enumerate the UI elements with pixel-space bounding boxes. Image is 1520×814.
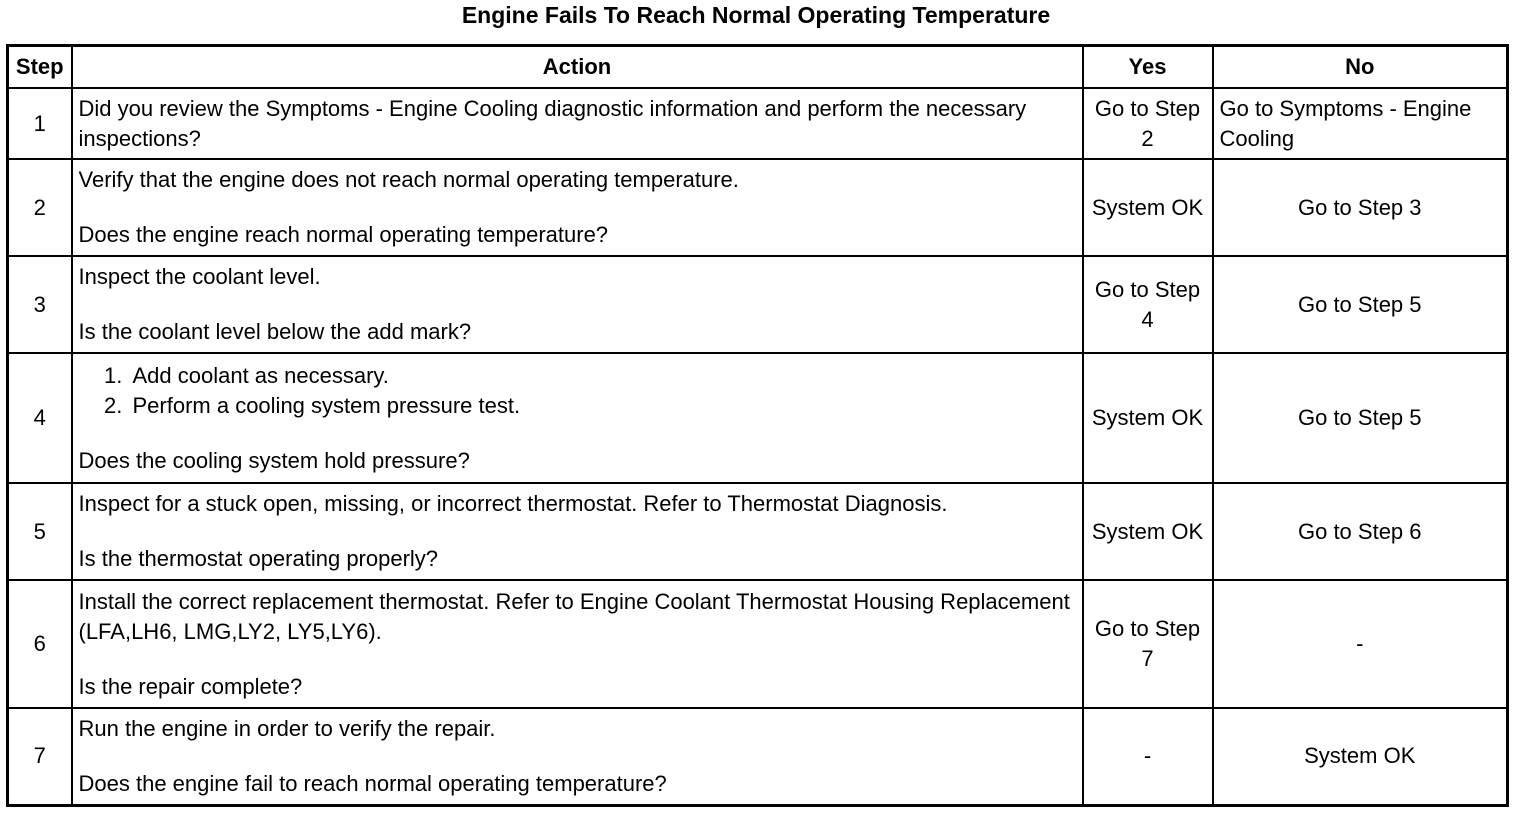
action-instruction: Inspect the coolant level. <box>78 264 321 289</box>
action-cell <box>72 88 1083 159</box>
table-row <box>8 483 1508 580</box>
step-number: 4 <box>8 353 72 483</box>
action-instruction: Install the correct replacement thermostat. Refer to Engine Coolant Thermostat Housing Replacement (LFA,LH6, LMG,LY2, LY5,LY6). <box>78 588 1070 644</box>
page-title: Engine Fails To Reach Normal Operating Temperature <box>461 2 1051 28</box>
action-question: Does the engine fail to reach normal operating temperature? <box>78 770 667 796</box>
action-question: Does the cooling system hold pressure? <box>78 447 470 473</box>
header-yes: Yes <box>1083 46 1213 89</box>
no-cell: Go to Step 6 <box>1213 483 1508 580</box>
diagnostic-table <box>6 44 1509 807</box>
yes-cell: System OK <box>1083 353 1213 483</box>
action-instruction: Verify that the engine does not reach normal operating temperature. <box>78 167 739 192</box>
step-number: 1 <box>8 88 72 159</box>
action-instruction: Run the engine in order to verify the repair. <box>78 715 496 741</box>
table-row <box>8 256 1508 353</box>
list-item: 1. Add coolant as necessary. <box>129 361 1076 391</box>
table-row <box>8 353 1508 483</box>
yes-cell: - <box>1083 708 1213 805</box>
table-row <box>8 708 1508 805</box>
no-cell: System OK <box>1213 708 1508 805</box>
action-cell <box>72 353 1083 483</box>
action-list <box>79 361 1076 421</box>
table-row <box>8 159 1508 256</box>
header-step: Step <box>8 46 72 89</box>
header-no: No <box>1213 46 1508 89</box>
step-number: 2 <box>8 159 72 256</box>
action-question: Is the thermostat operating properly? <box>78 546 439 571</box>
yes-cell: System OK <box>1083 159 1213 256</box>
action-question: Is the repair complete? <box>78 673 303 699</box>
action-instruction: Inspect for a stuck open, missing, or incorrect thermostat. Refer to Thermostat Diagnosis. <box>78 491 948 516</box>
step-number: 5 <box>8 483 72 580</box>
step-number: 7 <box>8 708 72 805</box>
no-cell: - <box>1213 580 1508 708</box>
action-question: Does the engine reach normal operating temperature? <box>78 222 609 247</box>
no-cell: Go to Step 5 <box>1213 256 1508 353</box>
yes-cell: System OK <box>1083 483 1213 580</box>
action-question: Is the coolant level below the add mark? <box>78 319 472 344</box>
table-row <box>8 580 1508 708</box>
step-number: 3 <box>8 256 72 353</box>
no-cell: Go to Symptoms - Engine Cooling <box>1213 88 1508 159</box>
action-text: Did you review the Symptoms - Engine Cooling diagnostic information and perform the necessary inspections? <box>78 95 1027 151</box>
action-cell <box>72 159 1083 256</box>
action-cell <box>72 708 1083 805</box>
no-cell: Go to Step 5 <box>1213 353 1508 483</box>
action-cell <box>72 256 1083 353</box>
step-number: 6 <box>8 580 72 708</box>
action-cell <box>72 483 1083 580</box>
no-cell: Go to Step 3 <box>1213 159 1508 256</box>
header-action: Action <box>72 46 1083 89</box>
yes-cell: Go to Step 7 <box>1083 580 1213 708</box>
list-item: 2. Perform a cooling system pressure test. <box>129 391 1076 421</box>
yes-cell: Go to Step 2 <box>1083 88 1213 159</box>
action-cell <box>72 580 1083 708</box>
table-row <box>8 88 1508 159</box>
yes-cell: Go to Step 4 <box>1083 256 1213 353</box>
table-header-row <box>8 46 1508 89</box>
